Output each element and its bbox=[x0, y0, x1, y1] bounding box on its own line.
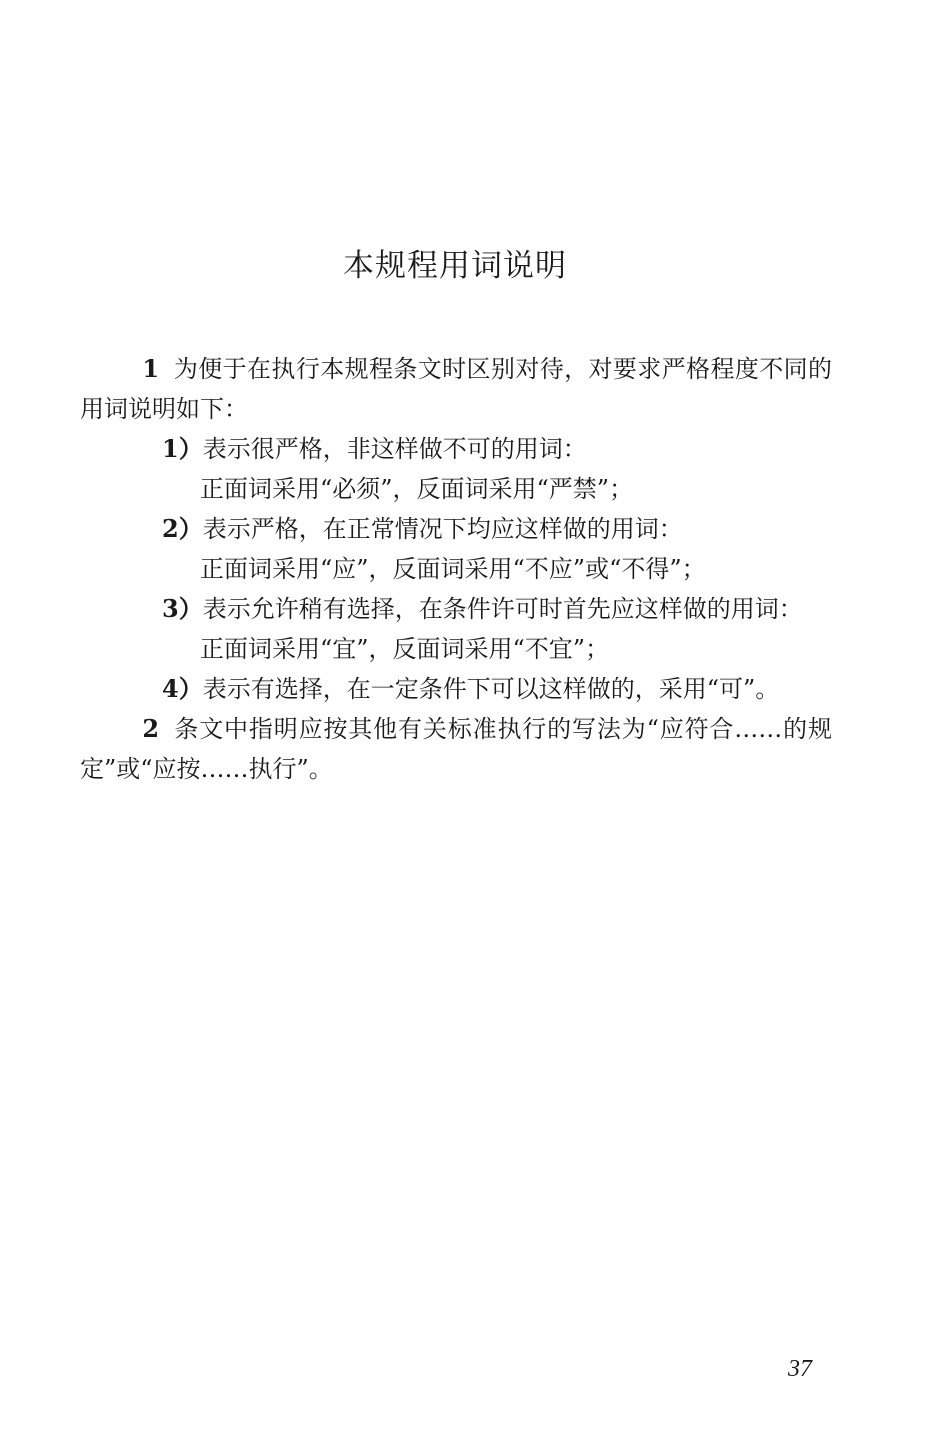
list-item-2-text: 表示严格，在正常情况下均应这样做的用词： bbox=[202, 515, 683, 543]
list-item-4-text: 表示有选择，在一定条件下可以这样做的，采用“可”。 bbox=[202, 675, 780, 703]
list-item-1-usage: 正面词采用“必须”，反面词采用“严禁”； bbox=[200, 475, 634, 503]
clause-2-text: 条文中指明应按其他有关标准执行的写法为“应符合……的规定”或“应按……执行”。 bbox=[80, 715, 832, 783]
list-item-3 bbox=[162, 589, 832, 669]
clause-2-number: 2 bbox=[142, 714, 160, 743]
list-item-4 bbox=[162, 669, 832, 709]
list-item-3-text: 表示允许稍有选择，在条件许可时首先应这样做的用词： bbox=[202, 595, 803, 623]
list-item-1-number: 1） bbox=[162, 434, 203, 463]
document-body bbox=[80, 349, 832, 789]
page-number: 37 bbox=[788, 1356, 812, 1382]
list-item-2 bbox=[162, 509, 832, 589]
list-item-4-number: 4） bbox=[162, 674, 203, 703]
page-title: 本规程用词说明 bbox=[343, 248, 567, 284]
list-item-3-usage: 正面词采用“宜”，反面词采用“不宜”； bbox=[200, 635, 610, 663]
list-item-3-number: 3） bbox=[162, 594, 203, 623]
list-item-2-usage: 正面词采用“应”，反面词采用“不应”或“不得”； bbox=[200, 555, 706, 583]
clause-2 bbox=[80, 709, 832, 789]
list-item-2-number: 2） bbox=[162, 514, 203, 543]
clause-1-number: 1 bbox=[142, 354, 160, 383]
clause-1 bbox=[80, 349, 832, 429]
list-item-1-text: 表示很严格，非这样做不可的用词： bbox=[202, 435, 587, 463]
list-item-1 bbox=[162, 429, 832, 509]
clause-1-text: 为便于在执行本规程条文时区别对待，对要求严格程度不同的用词说明如下： bbox=[80, 355, 832, 423]
